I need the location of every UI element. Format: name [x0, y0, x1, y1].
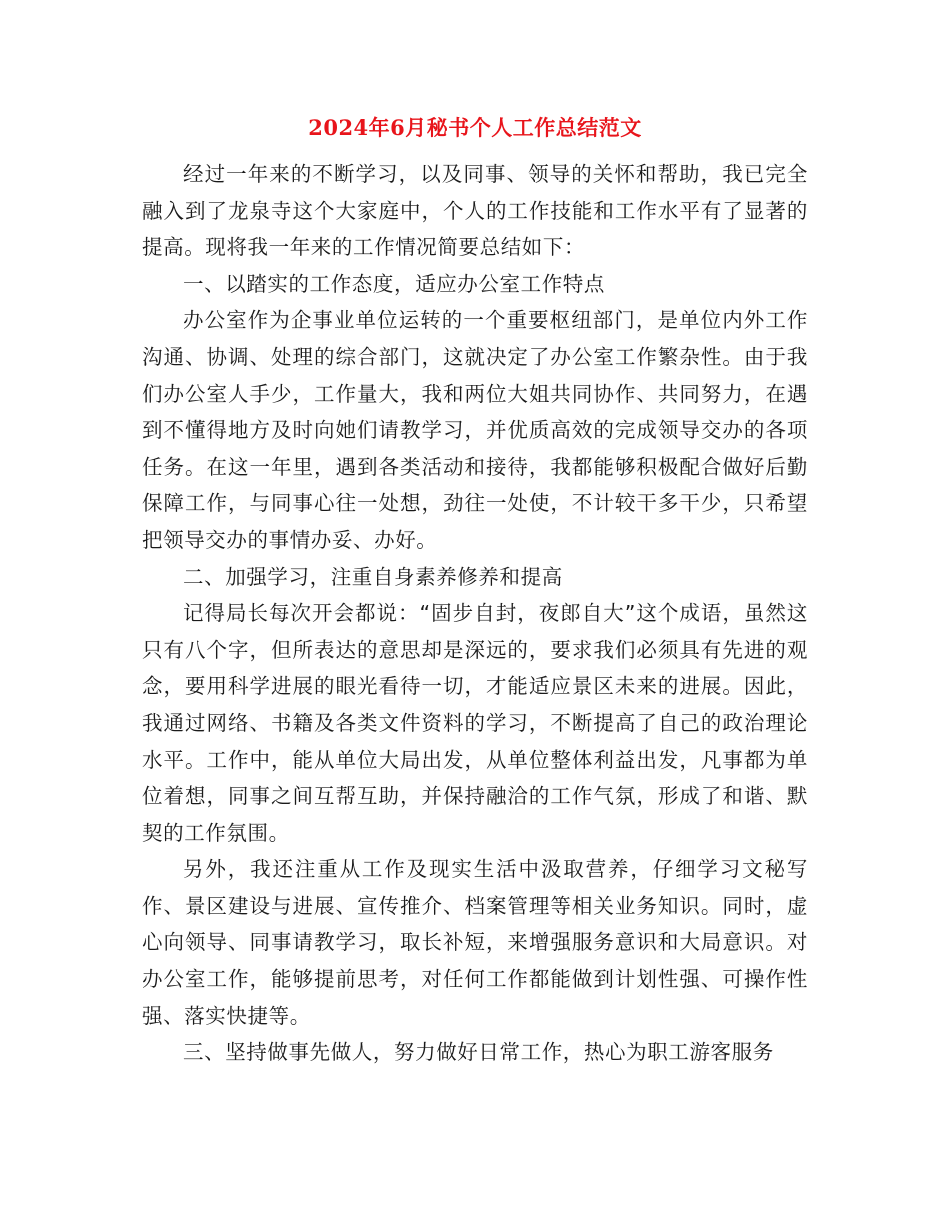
section-2-paragraph-2: 另外，我还注重从工作及现实生活中汲取营养，仔细学习文秘写作、景区建设与进展、宣传推介、档案管理等相关业务知识。同时，虚心向领导、同事请教学习，取长补短，来增强服务意识和大局意识。对办公室工作，能够提前思考，对任何工作都能做到计划性强、可操作性强、落实快捷等。 — [142, 857, 808, 1028]
section-3-heading: 三、坚持做事先做人，努力做好日常工作，热心为职工游客服务 — [183, 1040, 774, 1065]
section-2-paragraph-1: 记得局长每次开会都说：“固步自封，夜郎自大”这个成语，虽然这只有八个字，但所表达的意思却是深远的，要求我们必须具有先进的观念，要用科学进展的眼光看待一切，才能适应景区未来的进展。因此，我通过网络、书籍及各类文件资料的学习，不断提高了自己的政治理论水平。工作中，能从单位大局出发，从单位整体利益出发，凡事都为单位着想，同事之间互帮互助，并保持融洽的工作气氛，形成了和谐、默契的工作氛围。 — [142, 601, 808, 845]
document-title: 2024年6月秘书个人工作总结范文 — [308, 115, 642, 140]
section-2-heading: 二、加强学习，注重自身素养修养和提高 — [183, 564, 563, 589]
intro-paragraph: 经过一年来的不断学习，以及同事、领导的关怀和帮助，我已完全融入到了龙泉寺这个大家庭中，个人的工作技能和工作水平有了显著的提高。现将我一年来的工作情况简要总结如下： — [142, 162, 808, 260]
document-body — [142, 156, 808, 1071]
section-1-paragraph: 办公室作为企事业单位运转的一个重要枢纽部门，是单位内外工作沟通、协调、处理的综合部门，这就决定了办公室工作繁杂性。由于我们办公室人手少，工作量大，我和两位大姐共同协作、共同努力，在遇到不懂得地方及时向她们请教学习，并优质高效的完成领导交办的各项任务。在这一年里，遇到各类活动和接待，我都能够积极配合做好后勤保障工作，与同事心往一处想，劲往一处使，不计较干多干少，只希望把领导交办的事情办妥、办好。 — [142, 308, 808, 552]
section-1-heading: 一、以踏实的工作态度，适应办公室工作特点 — [183, 271, 605, 296]
